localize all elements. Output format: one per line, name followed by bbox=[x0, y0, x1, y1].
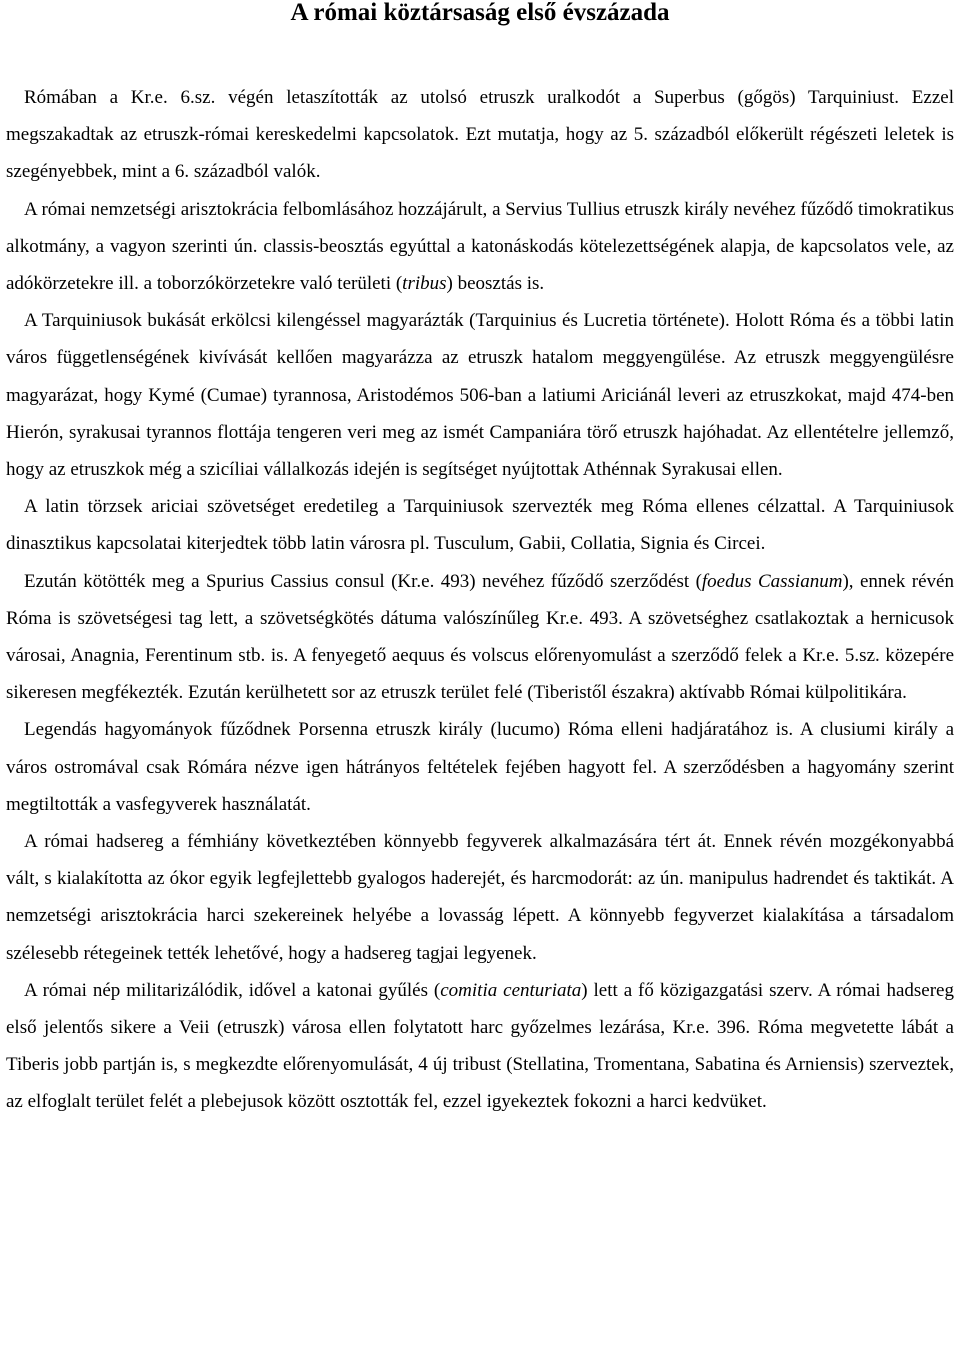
document-title: A római köztársaság első évszázada bbox=[290, 0, 670, 26]
latin-term: comitia centuriata bbox=[440, 979, 582, 1001]
paragraph-text: ) beosztás is. bbox=[446, 273, 545, 295]
paragraph-text: A római nép militarizálódik, idővel a katonai gyűlés ( bbox=[24, 979, 441, 1001]
paragraph bbox=[6, 711, 954, 823]
paragraph-text: Rómában a Kr.e. 6.sz. végén letaszították az utolsó etruszk uralkodót a Superbus (gőgös) Tarquiniust. Ezzel megszakadtak az etruszk-római kereskedelmi kapcsolatok. Ezt mutatja, hogy az 5. századból előkerült régészeti leletek is szegényebbek, mint a 6. századból valók. bbox=[6, 87, 954, 183]
paragraph-text: A római nemzetségi arisztokrácia felbomlásához hozzájárult, a Servius Tullius etruszk király nevéhez fűződő timokratikus alkotmány, a vagyon szerinti ún. classis-beosztás egyúttal a katonáskodás kötelezettségének alapja, de kapcsolatos vele, az adókörzetekre ill. a toborzókörzetekre való területi ( bbox=[6, 198, 954, 295]
paragraph-text: A latin törzsek ariciai szövetséget eredetileg a Tarquiniusok szervezték meg Róma ellenes célzattal. A Tarquiniusok dinasztikus kapcsolatai kiterjedtek több latin városra pl. Tusculum, Gabii, Collatia, Signia és Circei. bbox=[6, 496, 954, 555]
paragraph bbox=[6, 191, 954, 303]
paragraph bbox=[6, 823, 954, 972]
paragraph bbox=[6, 563, 954, 712]
paragraph bbox=[6, 302, 954, 488]
paragraph-text: A Tarquiniusok bukását erkölcsi kilengéssel magyarázták (Tarquinius és Lucretia története). Holott Róma és a többi latin város függetlenségének kivívását kellően magyarázza az etruszk hatalom meggyengülése. Az etruszk meggyengülésre magyarázat, hogy Kymé (Cumae) tyrannosa, Aristodémos 506-ban a latiumi Ariciánál leveri az etruszkokat, majd 474-ben Hierón, syrakusai tyrannos flottája tengeren veri meg az ismét Campaniára törő etruszk hajóhadat. Az ellentételre jellemző, hogy az etruszkok még a szicíliai vállalkozás idején is segítséget nyújtottak Athénnak Syrakusai ellen. bbox=[6, 310, 954, 481]
paragraph bbox=[6, 79, 954, 191]
paragraph-text: Legendás hagyományok fűződnek Porsenna etruszk király (lucumo) Róma elleni hadjáratához is. A clusiumi király a város ostromával csak Rómára nézve igen hátrányos feltételek fejében hagyott fel. A szerződésben a hagyomány szerint megtiltották a vasfegyverek használatát. bbox=[6, 719, 954, 815]
paragraph bbox=[6, 972, 954, 1121]
paragraph-text: A római hadsereg a fémhiány következtében könnyebb fegyverek alkalmazására tért át. Ennek révén mozgékonyabbá vált, s kialakította az ókor egyik legfejlettebb gyalogos haderejét, és harcmodorát: az ún. manipulus hadrendet és taktikát. A nemzetségi arisztokrácia harci szekereinek helyébe a lovasság lépett. A könnyebb fegyverzet kialakítása a társadalom szélesebb rétegeinek tették lehetővé, hogy a hadsereg tagjai legyenek. bbox=[6, 831, 954, 964]
paragraph-text: Ezután kötötték meg a Spurius Cassius consul (Kr.e. 493) nevéhez fűződő szerződést ( bbox=[24, 570, 702, 592]
paragraph bbox=[6, 488, 954, 562]
latin-term: tribus bbox=[402, 273, 447, 295]
paragraph-text: ), ennek révén Róma is szövetségesi tag lett, a szövetségkötés dátuma valószínűleg Kr.e. 493. A szövetséghez csatlakoztak a hernicusok városai, Anagnia, Ferentinum stb. is. A fenyegető aequus és volscus előrenyomulást a szerződő felek a Kr.e. 5.sz. közepére sikeresen megfékezték. Ezután kerülhetett sor az etruszk terület felé (Tiberistől északra) aktívabb Római külpolitikára. bbox=[6, 570, 954, 704]
latin-term: foedus Cassianum bbox=[701, 570, 843, 592]
paragraph-text: ) lett a fő közigazgatási szerv. A római hadsereg első jelentős sikere a Veii (etruszk) városa ellen folytatott harc győzelmes lezárása, Kr.e. 396. Róma megvetette lábát a Tiberis jobb partján is, s megkezdte előrenyomulását, 4 új tribust (Stellatina, Tromentana, Sabatina és Arniensis) szerveztek, az elfoglalt terület felét a plebejusok között osztották fel, ezzel igyekeztek fokozni a harci kedvüket. bbox=[6, 979, 954, 1113]
